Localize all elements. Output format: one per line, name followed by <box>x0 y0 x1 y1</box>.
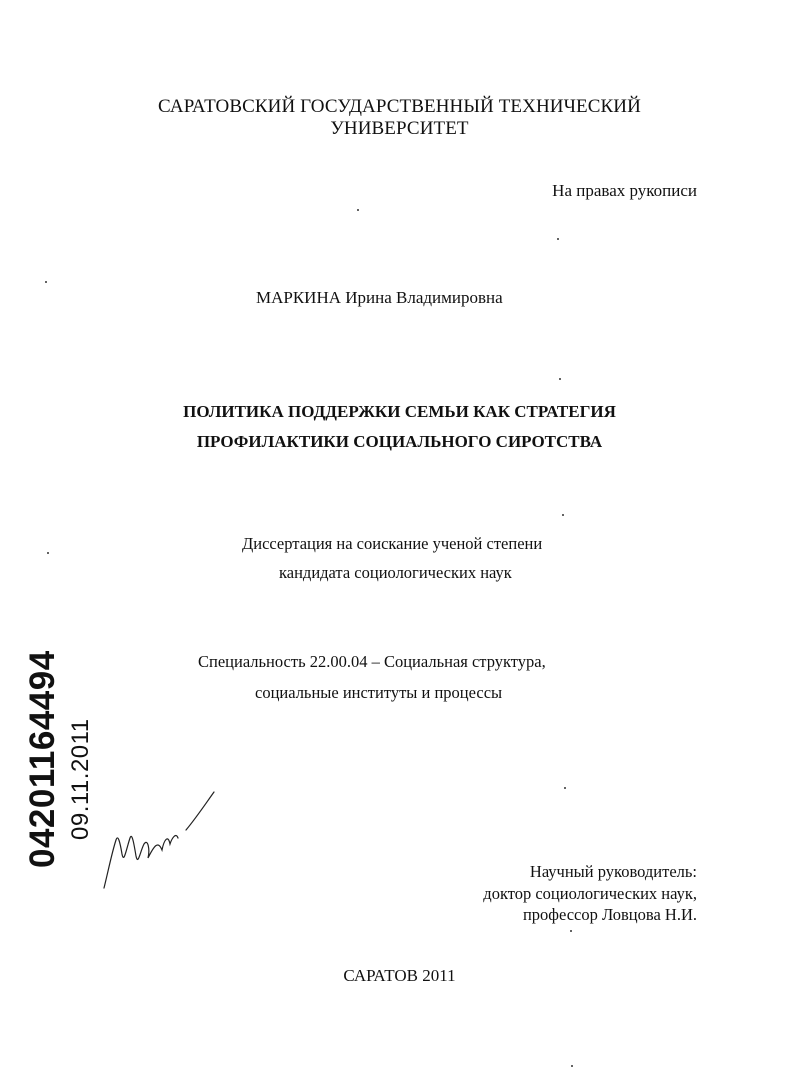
scan-speck <box>47 552 49 554</box>
university-name-line1: САРАТОВСКИЙ ГОСУДАРСТВЕННЫЙ ТЕХНИЧЕСКИЙ <box>158 96 641 117</box>
handwritten-signature <box>96 780 226 900</box>
university-name-line2: УНИВЕРСИТЕТ <box>330 118 469 139</box>
scan-speck <box>357 209 359 211</box>
city-year: САРАТОВ 2011 <box>343 966 456 985</box>
supervisor-label: Научный руководитель: <box>529 862 697 881</box>
specialty-line1: Специальность 22.00.04 – Социальная структура, <box>198 652 546 671</box>
scan-speck <box>557 238 559 240</box>
dissertation-line2: кандидата социологических наук <box>279 563 512 582</box>
author-name: МАРКИНА Ирина Владимировна <box>256 288 503 307</box>
scan-speck <box>562 514 564 516</box>
stamp-code: 04201164494 <box>23 650 62 868</box>
manuscript-note: На правах рукописи <box>552 181 697 200</box>
scan-speck <box>45 281 47 283</box>
thesis-title-line1: ПОЛИТИКА ПОДДЕРЖКИ СЕМЬИ КАК СТРАТЕГИЯ <box>183 402 616 421</box>
thesis-title-line2: ПРОФИЛАКТИКИ СОЦИАЛЬНОГО СИРОТСТВА <box>196 432 603 451</box>
dissertation-line1: Диссертация на соискание ученой степени <box>242 534 543 553</box>
scan-speck <box>571 1065 573 1067</box>
scan-speck <box>564 787 566 789</box>
library-stamp <box>24 650 94 868</box>
scan-speck <box>559 378 561 380</box>
scan-speck <box>570 930 572 932</box>
supervisor-name: профессор Ловцова Н.И. <box>522 905 697 924</box>
supervisor-degree: доктор социологических наук, <box>483 884 697 903</box>
specialty-line2: социальные институты и процессы <box>255 683 503 702</box>
stamp-date: 09.11.2011 <box>67 718 94 840</box>
